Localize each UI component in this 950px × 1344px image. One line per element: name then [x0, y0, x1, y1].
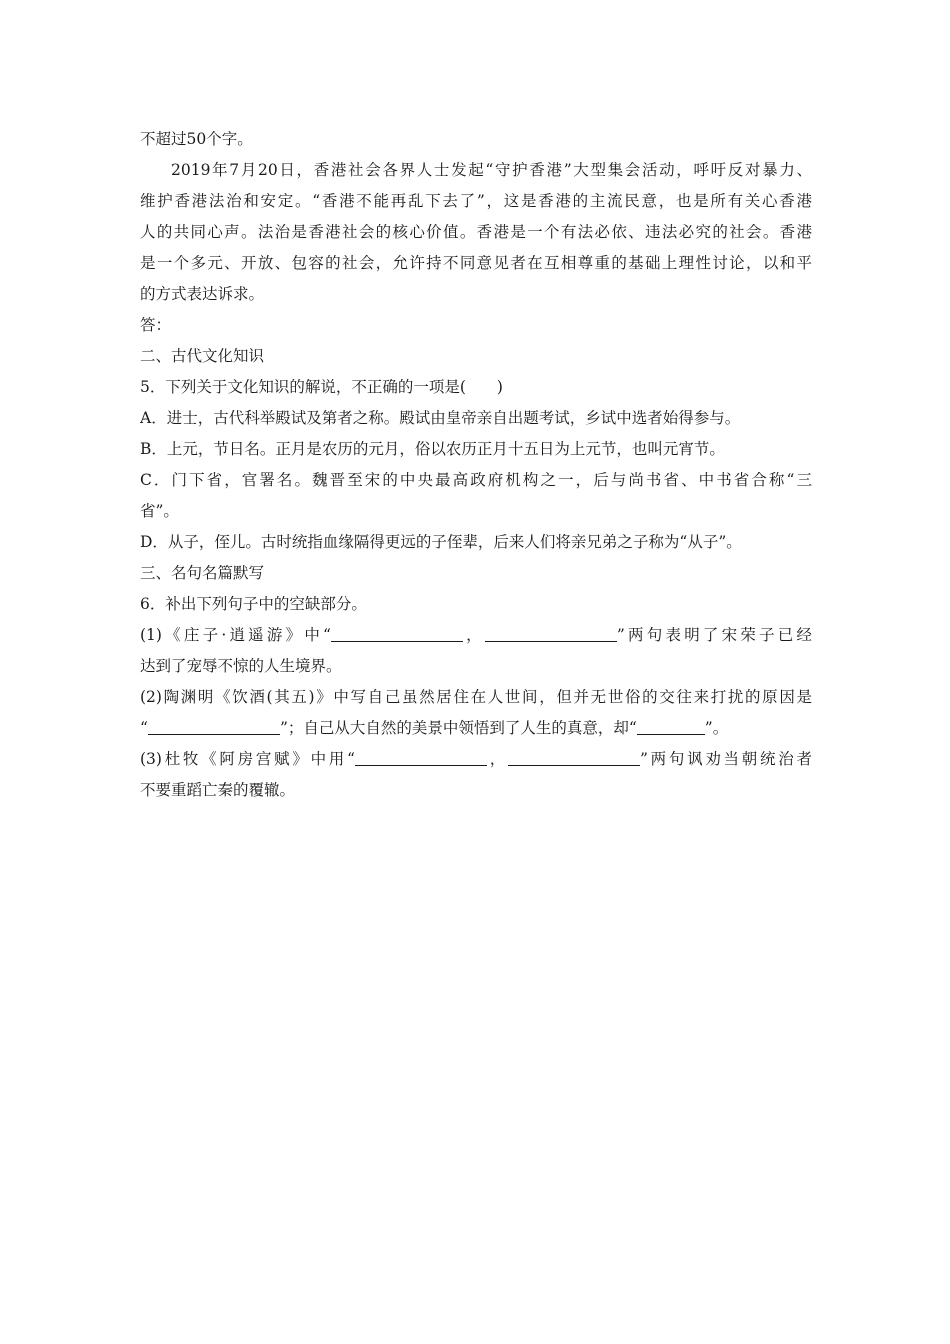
fill-blank[interactable]: [637, 718, 705, 735]
item-3-separator: ，: [486, 750, 508, 768]
item-3-prefix: (3)杜牧《阿房宫赋》中用“: [140, 750, 355, 768]
item-2-middle: ”；自己从大自然的美景中领悟到了人生的真意，却“: [279, 719, 637, 737]
item-2-line-1: (2)陶渊明《饮酒(其五)》中写自己虽然居住在人世间，但并无世俗的交往来打扰的原因是: [140, 688, 812, 706]
document-page: [140, 124, 812, 806]
item-1-line-1: [140, 620, 812, 651]
fill-blank[interactable]: [508, 749, 640, 766]
item-1-suffix: ”两句表明了宋荣子已经: [616, 626, 812, 644]
section-heading-culture: 二、古代文化知识: [140, 347, 265, 365]
passage-line-4: 是一个多元、开放、包容的社会，允许持不同意见者在互相尊重的基础上理性讨论，以和平: [140, 254, 812, 272]
question-5-stem: 5．下列关于文化知识的解说，不正确的一项是( ): [140, 378, 503, 396]
passage-line-5: 的方式表达诉求。: [140, 285, 265, 303]
answer-label: 答：: [140, 316, 172, 334]
option-a: A．进士，古代科举殿试及第者之称。殿试由皇帝亲自出题考试，乡试中选者始得参与。: [140, 409, 741, 427]
item-2-line-2: [140, 713, 812, 744]
option-d: D．从子，侄儿。古时统指血缘隔得更远的子侄辈，后来人们将亲兄弟之子称为“从子”。: [140, 533, 742, 551]
item-1-line-2: 达到了宠辱不惊的人生境界。: [140, 657, 342, 675]
passage-line-2: 维护香港法治和安定。“香港不能再乱下去了”，这是香港的主流民意，也是所有关心香港: [140, 192, 812, 210]
option-b: B．上元，节日名。正月是农历的元月，俗以农历正月十五日为上元节，也叫元宵节。: [140, 440, 725, 458]
option-c-line-2: 省”。: [140, 502, 179, 520]
passage-line-3: 人的共同心声。法治是香港社会的核心价值。香港是一个有法必依、违法必究的社会。香港: [140, 223, 812, 241]
item-2-close-quote: ”。: [704, 719, 729, 737]
item-2-open-quote: “: [140, 719, 148, 737]
item-3-line-1: [140, 744, 812, 775]
fill-blank[interactable]: [355, 749, 487, 766]
fill-blank[interactable]: [148, 718, 280, 735]
passage-tail: 不超过50个字。: [140, 130, 253, 148]
fill-blank[interactable]: [331, 625, 463, 642]
option-c-line-1: C．门下省，官署名。魏晋至宋的中央最高政府机构之一，后与尚书省、中书省合称“三: [140, 471, 812, 489]
passage-line-1: 2019年7月20日，香港社会各界人士发起“守护香港”大型集会活动，呼吁反对暴力、: [171, 161, 812, 179]
item-3-suffix: ”两句讽劝当朝统治者: [639, 750, 812, 768]
fill-blank[interactable]: [485, 625, 617, 642]
section-heading-dictation: 三、名句名篇默写: [140, 564, 265, 582]
item-3-line-2: 不要重蹈亡秦的覆辙。: [140, 781, 296, 799]
item-1-separator: ，: [462, 626, 485, 644]
item-1-prefix: (1)《庄子·逍遥游》中“: [140, 626, 331, 644]
question-6-stem: 6．补出下列句子中的空缺部分。: [140, 595, 367, 613]
